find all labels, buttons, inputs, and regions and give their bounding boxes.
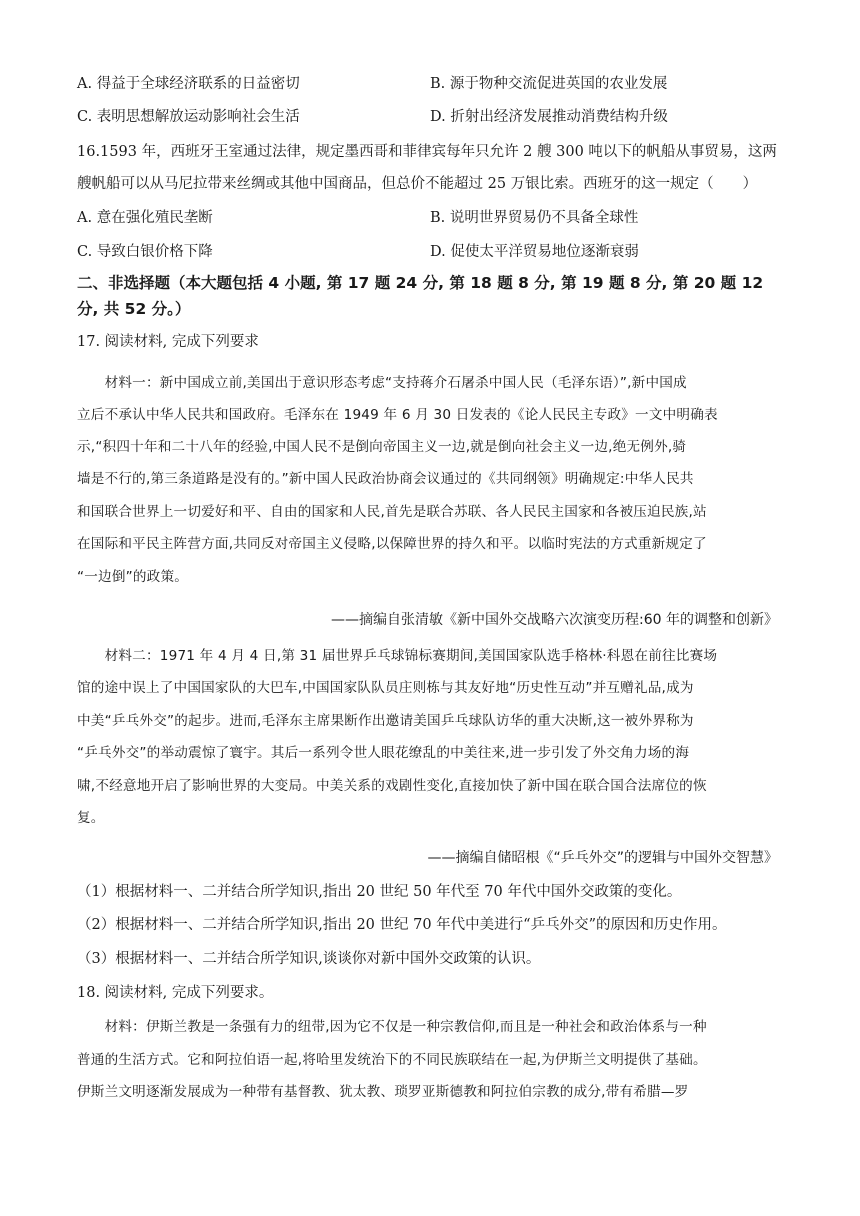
q15-option-d: D. 折射出经济发展推动消费结构升级 (430, 109, 668, 125)
q17-ask-3: （3）根据材料一、二并结合所学知识,谈谈你对新中国外交政策的认识。 (77, 951, 541, 967)
q17-ask-2: （2）根据材料一、二并结合所学知识,指出 20 世纪 70 年代中美进行“乒乓外交”的原因和历史作用。 (77, 917, 727, 933)
q17-ask-1: （1）根据材料一、二并结合所学知识,指出 20 世纪 50 年代至 70 年代中国外交政策的变化。 (77, 884, 682, 900)
q16-option-c: C. 导致白银价格下降 (77, 244, 213, 260)
q16-option-d: D. 促使太平洋贸易地位逐渐衰弱 (430, 244, 639, 260)
section2-heading-line1: 二、非选择题（本大题包括 4 小题, 第 17 题 24 分, 第 18 题 8 分, 第 19 题 8 分, 第 20 题 12 (77, 274, 764, 292)
q17-material2-line: 复。 (77, 810, 105, 826)
q17-material1-line: 立后不承认中华人民共和国政府。毛泽东在 1949 年 6 月 30 日发表的《论人民民主专政》一文中明确表 (77, 407, 718, 423)
q17-material1-line: “一边倒”的政策。 (77, 569, 189, 585)
section2-heading-line2: 分, 共 52 分。） (77, 300, 191, 318)
q17-material2-source: ——摘编自储昭根《“乒乓外交”的逻辑与中国外交智慧》 (427, 850, 778, 866)
q16-option-a: A. 意在强化殖民垄断 (77, 210, 213, 226)
q17-material2-line: 材料二：1971 年 4 月 4 日,第 31 届世界乒乓球锦标赛期间,美国国家队选手格林·科恩在前往比赛场 (77, 648, 718, 664)
q17-material2-line: 馆的途中误上了中国国家队的大巴车,中国国家队队员庄则栋与其友好地“历史性互动”并互赠礼品,成为 (77, 680, 694, 696)
q17-title: 17. 阅读材料, 完成下列要求 (77, 334, 259, 350)
q18-title: 18. 阅读材料, 完成下列要求。 (77, 985, 274, 1001)
q17-material1-line: 和国联合世界上一切爱好和平、自由的国家和人民,首先是联合苏联、各人民民主国家和各被压迫民族,站 (77, 504, 707, 520)
q17-material1-line: 示,“积四十年和二十八年的经验,中国人民不是倒向帝国主义一边,就是倒向社会主义一边,绝无例外,骑 (77, 439, 687, 455)
q16-stem-line2: 艘帆船可以从马尼拉带来丝绸或其他中国商品，但总价不能超过 25 万银比索。西班牙的这一规定（ ） (77, 176, 758, 192)
q15-option-a: A. 得益于全球经济联系的日益密切 (77, 76, 300, 92)
q18-material-line: 伊斯兰文明逐渐发展成为一种带有基督教、犹太教、琐罗亚斯德教和阿拉伯宗教的成分,带有希腊—罗 (77, 1084, 689, 1100)
q18-material-line: 材料：伊斯兰教是一条强有力的纽带,因为它不仅是一种宗教信仰,而且是一种社会和政治体系与一种 (77, 1019, 707, 1035)
q17-material2-line: “乒乓外交”的举动震惊了寰宇。其后一系列令世人眼花缭乱的中美往来,进一步引发了外交角力场的海 (77, 745, 690, 761)
q17-material1-line: 材料一：新中国成立前,美国出于意识形态考虑“支持蒋介石屠杀中国人民（毛泽东语）”,新中国成 (77, 375, 687, 391)
q17-material1-line: 在国际和平民主阵营方面,共同反对帝国主义侵略,以保障世界的持久和平。以临时宪法的方式重新规定了 (77, 536, 707, 552)
q16-option-b: B. 说明世界贸易仍不具备全球性 (430, 210, 639, 226)
q17-material1-line: 墙是不行的,第三条道路是没有的。”新中国人民政治协商会议通过的《共同纲领》明确规定:中华人民共 (77, 471, 694, 487)
q16-stem-line1: 16.1593 年，西班牙王室通过法律，规定墨西哥和菲律宾每年只允许 2 艘 300 吨以下的帆船从事贸易，这两 (77, 144, 777, 160)
q15-option-c: C. 表明思想解放运动影响社会生活 (77, 109, 300, 125)
q17-material2-line: 中美“乒乓外交”的起步。进而,毛泽东主席果断作出邀请美国乒乓球队访华的重大决断,这一被外界称为 (77, 713, 694, 729)
q17-material2-line: 啸,不经意地开启了影响世界的大变局。中美关系的戏剧性变化,直接加快了新中国在联合国合法席位的恢 (77, 778, 707, 794)
q18-material-line: 普通的生活方式。它和阿拉伯语一起,将哈里发统治下的不同民族联结在一起,为伊斯兰文明提供了基础。 (77, 1052, 707, 1068)
q15-option-b: B. 源于物种交流促进英国的农业发展 (430, 76, 668, 92)
q17-material1-source: ——摘编自张清敏《新中国外交战略六次演变历程:60 年的调整和创新》 (331, 612, 778, 628)
